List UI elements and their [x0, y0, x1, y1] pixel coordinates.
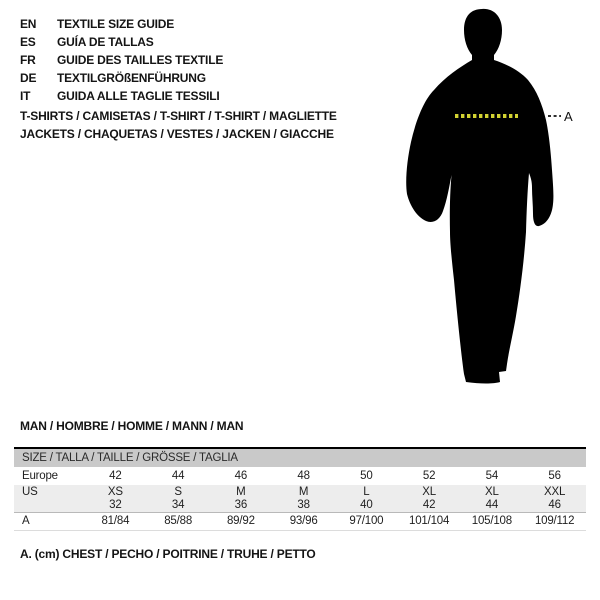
language-row-es [20, 33, 223, 51]
size-cell: 56 [548, 470, 561, 482]
language-code: FR [20, 53, 36, 67]
category-line-jackets: JACKETS / CHAQUETAS / VESTES / JACKEN / GIACCHE [20, 127, 334, 141]
size-table-header-row [14, 448, 586, 467]
size-cell: XXL [544, 486, 566, 498]
language-label: GUIDE DES TAILLES TEXTILE [57, 53, 224, 67]
language-row-de [20, 69, 223, 87]
size-cell: 32 [109, 499, 122, 511]
size-cell: 81/84 [101, 515, 130, 527]
man-figure [398, 0, 580, 400]
garment-categories [20, 107, 337, 143]
table-row [14, 467, 586, 485]
size-cell: 97/100 [349, 515, 384, 527]
size-cell: 42 [109, 470, 122, 482]
size-cell: 105/108 [471, 515, 512, 527]
size-table-body [14, 467, 586, 531]
size-cell: 54 [485, 470, 499, 482]
size-cell: 109/112 [534, 515, 575, 527]
size-cell: 46 [234, 470, 248, 482]
size-cell: 89/92 [226, 515, 255, 527]
language-row-it [20, 87, 223, 105]
table-row [14, 485, 586, 499]
language-label: TEXTILE SIZE GUIDE [57, 17, 175, 31]
size-cell: M [298, 486, 309, 498]
size-cell: L [363, 486, 370, 498]
row-label: US [22, 486, 38, 498]
size-cell: 48 [297, 470, 310, 482]
size-cell: M [236, 486, 246, 498]
measure-label-a: A [564, 109, 573, 124]
table-row [14, 513, 586, 531]
size-cell: 44 [485, 499, 499, 511]
measurement-footnote: A. (cm) CHEST / PECHO / POITRINE / TRUHE / PETTO [20, 547, 316, 561]
man-silhouette [406, 9, 553, 384]
row-label: Europe [22, 470, 58, 482]
language-label: TEXTILGRÖßENFÜHRUNG [57, 71, 206, 85]
language-code: DE [20, 71, 37, 85]
size-table [14, 447, 586, 531]
size-cell: XL [422, 486, 436, 498]
language-code: EN [20, 17, 37, 31]
language-code: IT [20, 89, 31, 103]
size-cell: 34 [171, 499, 185, 511]
language-label: GUÍA DE TALLAS [57, 35, 154, 49]
size-cell: 50 [360, 470, 373, 482]
size-cell: S [174, 486, 182, 498]
size-cell: 85/88 [164, 515, 193, 527]
language-row-en [20, 15, 223, 33]
size-cell: 46 [548, 499, 561, 511]
size-cell: 36 [234, 499, 248, 511]
category-line-tshirts: T-SHIRTS / CAMISETAS / T-SHIRT / T-SHIRT / MAGLIETTE [20, 109, 337, 123]
row-label: A [22, 515, 30, 527]
size-cell: 101/104 [409, 515, 450, 527]
language-row-fr [20, 51, 223, 69]
size-cell: 38 [297, 499, 310, 511]
row-label [14, 499, 84, 513]
table-row [14, 499, 586, 513]
language-label: GUIDA ALLE TAGLIE TESSILI [57, 89, 220, 103]
size-cell: 52 [422, 470, 436, 482]
size-cell: 93/96 [289, 515, 318, 527]
size-cell: XS [107, 486, 123, 498]
size-cell: 44 [171, 470, 185, 482]
language-code: ES [20, 35, 36, 49]
section-title-man: MAN / HOMBRE / HOMME / MANN / MAN [20, 419, 244, 433]
size-cell: 40 [360, 499, 373, 511]
language-list [20, 15, 223, 105]
size-cell: XL [485, 486, 499, 498]
size-table-header: SIZE / TALLA / TAILLE / GRÖSSE / TAGLIA [14, 448, 586, 467]
size-cell: 42 [422, 499, 436, 511]
